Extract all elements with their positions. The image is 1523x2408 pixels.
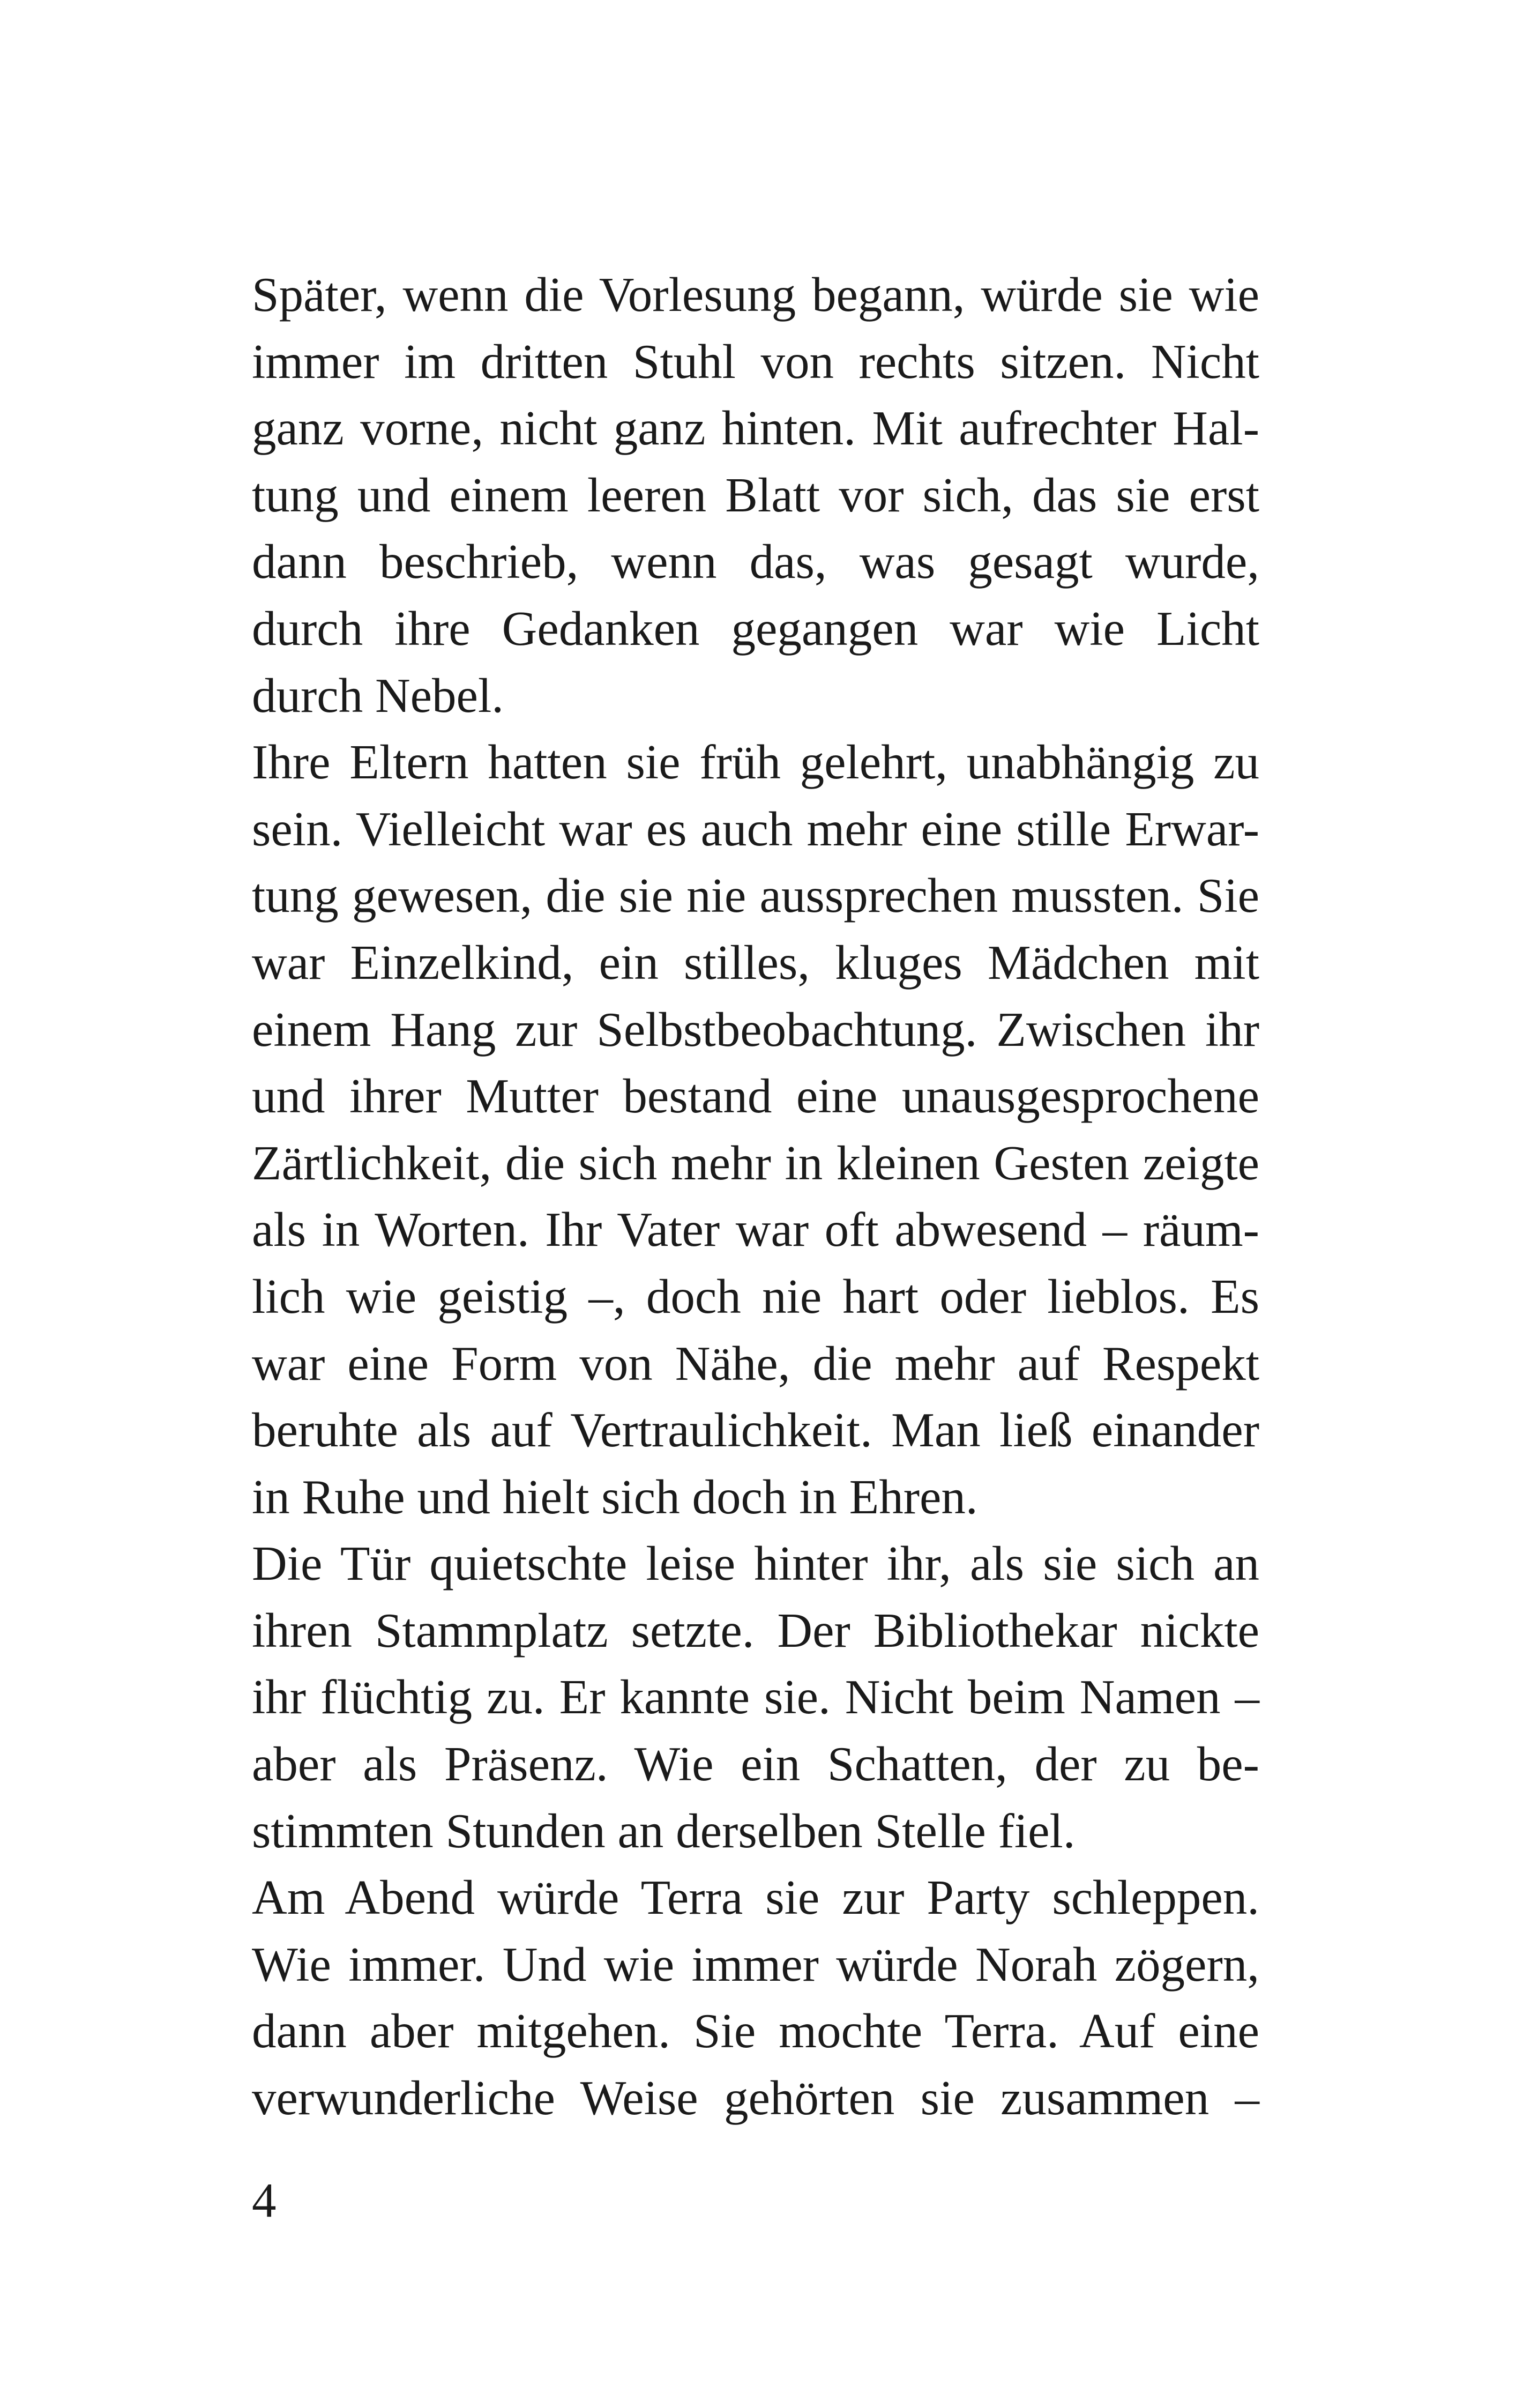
text-line: durch ihre Gedanken gegangen war wie Licht	[252, 601, 1259, 656]
text-line: immer im dritten Stuhl von rechts sitzen. Nicht	[252, 334, 1259, 389]
text-line: stimmten Stunden an derselben Stelle fiel.	[252, 1803, 1076, 1858]
text-line: tung gewesen, die sie nie aussprechen mussten. Sie	[252, 868, 1259, 923]
text-line: durch Nebel.	[252, 668, 504, 723]
text-line: beruhte als auf Vertraulichkeit. Man ließ einander	[252, 1403, 1259, 1458]
text-line: ihren Stammplatz setzte. Der Bibliothekar nickte	[252, 1603, 1259, 1658]
text-line: und ihrer Mutter bestand eine unausgesprochene	[252, 1069, 1259, 1124]
text-line: als in Worten. Ihr Vater war oft abwesend – räum-	[252, 1202, 1259, 1257]
text-line: aber als Präsenz. Wie ein Schatten, der zu be-	[252, 1737, 1259, 1792]
body-text	[252, 262, 1259, 2132]
paragraph	[252, 1530, 1259, 1864]
text-line: in Ruhe und hielt sich doch in Ehren.	[252, 1469, 978, 1524]
text-line: tung und einem leeren Blatt vor sich, das sie erst	[252, 467, 1259, 522]
text-line: verwunderliche Weise gehörten sie zusammen –	[252, 2071, 1259, 2125]
text-line: war Einzelkind, ein stilles, kluges Mädchen mit	[252, 935, 1259, 990]
paragraph	[252, 262, 1259, 729]
page-number: 4	[252, 2173, 277, 2227]
text-line: Später, wenn die Vorlesung begann, würde sie wie	[252, 267, 1259, 322]
text-line: Wie immer. Und wie immer würde Norah zögern,	[252, 1937, 1259, 1991]
text-line: lich wie geistig –, doch nie hart oder lieblos. Es	[252, 1269, 1259, 1324]
text-line: ganz vorne, nicht ganz hinten. Mit aufrechter Hal-	[252, 401, 1259, 456]
paragraph	[252, 729, 1259, 1530]
text-line: dann beschrieb, wenn das, was gesagt wurde,	[252, 534, 1259, 589]
text-line: war eine Form von Nähe, die mehr auf Respekt	[252, 1336, 1259, 1391]
text-line: sein. Vielleicht war es auch mehr eine stille Erwar-	[252, 801, 1259, 856]
text-line: Ihre Eltern hatten sie früh gelehrt, unabhängig zu	[252, 735, 1259, 790]
text-line: einem Hang zur Selbstbeobachtung. Zwischen ihr	[252, 1002, 1259, 1057]
text-line: ihr flüchtig zu. Er kannte sie. Nicht beim Namen –	[252, 1670, 1259, 1725]
text-line: Zärtlichkeit, die sich mehr in kleinen Gesten zeigte	[252, 1135, 1259, 1190]
text-line: Die Tür quietschte leise hinter ihr, als sie sich an	[252, 1536, 1259, 1591]
text-line: dann aber mitgehen. Sie mochte Terra. Auf eine	[252, 2004, 1259, 2058]
text-line: Am Abend würde Terra sie zur Party schleppen.	[252, 1870, 1259, 1925]
paragraph	[252, 1864, 1259, 2131]
